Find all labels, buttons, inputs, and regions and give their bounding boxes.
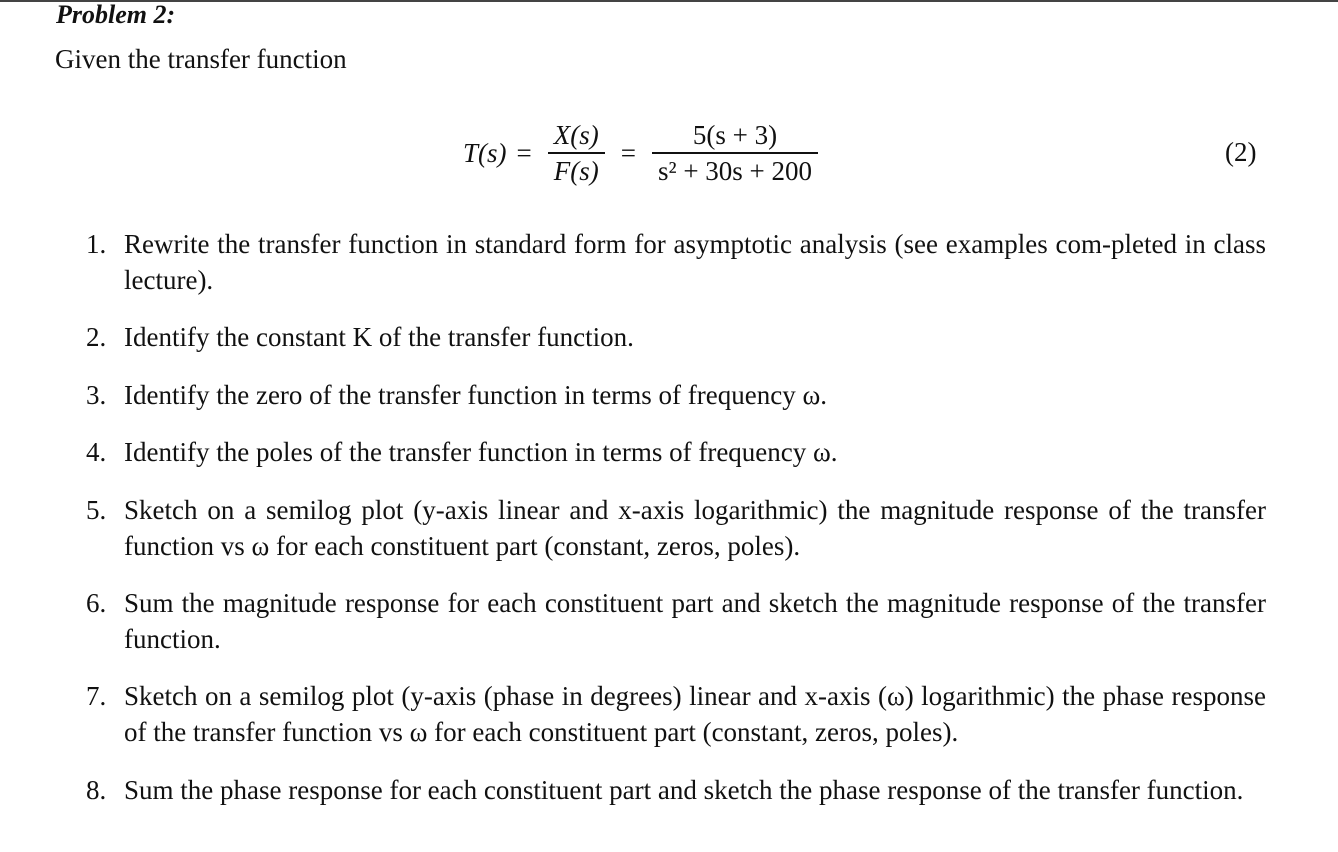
fraction-numerator: 5(s + 3) <box>692 120 778 151</box>
equation-number: (2) <box>1225 137 1257 167</box>
item-number: 7. <box>86 681 107 711</box>
item-number: 1. <box>86 229 107 259</box>
item-number: 4. <box>86 437 107 467</box>
equals-sign-2: = <box>620 137 636 168</box>
item-text: Sketch on a semilog plot (y-axis (phase in degrees) linear and x-axis (ω) logarithmic) the phase response of the transfer function vs ω for each constituent part (constant, zeros, poles). <box>124 681 1266 747</box>
list-item <box>86 434 1266 470</box>
equals-sign-1: = <box>516 137 532 168</box>
fraction-numerator: X(s) <box>553 120 599 151</box>
intro-text: Given the transfer function <box>55 44 347 74</box>
problem-heading: Problem 2: <box>56 0 176 29</box>
item-text: Sketch on a semilog plot (y-axis linear and x-axis logarithmic) the magnitude response of the transfer function vs ω for each constituent part (constant, zeros, poles). <box>124 495 1266 561</box>
item-text: Sum the phase response for each constituent part and sketch the phase response of the transfer function. <box>124 775 1244 805</box>
item-text: Sum the magnitude response for each constituent part and sketch the magnitude response of the transfer function. <box>124 588 1266 654</box>
equation-lhs: T(s) <box>463 137 507 168</box>
item-number: 6. <box>86 588 107 618</box>
list-item <box>86 585 1266 657</box>
item-number: 2. <box>86 322 107 352</box>
item-text: Rewrite the transfer function in standard form for asymptotic analysis (see examples com-pleted in class lecture). <box>124 229 1266 295</box>
item-text: Identify the constant K of the transfer function. <box>124 322 634 352</box>
item-text: Identify the poles of the transfer function in terms of frequency ω. <box>124 437 838 467</box>
list-item <box>86 377 1266 413</box>
top-rule <box>0 0 1338 2</box>
list-item <box>86 319 1266 355</box>
fraction-x-over-f <box>548 118 605 188</box>
list-item <box>86 492 1266 564</box>
list-item <box>86 226 1266 298</box>
fraction-denominator: s² + 30s + 200 <box>657 155 813 186</box>
list-item <box>86 772 1266 808</box>
item-text: Identify the zero of the transfer function in terms of frequency ω. <box>124 380 828 410</box>
transfer-function-equation <box>463 113 824 193</box>
item-number: 8. <box>86 775 107 805</box>
item-number: 5. <box>86 495 107 525</box>
item-number: 3. <box>86 380 107 410</box>
list-item <box>86 678 1266 750</box>
fraction-denominator: F(s) <box>553 155 599 186</box>
fraction-polynomial <box>652 118 818 188</box>
